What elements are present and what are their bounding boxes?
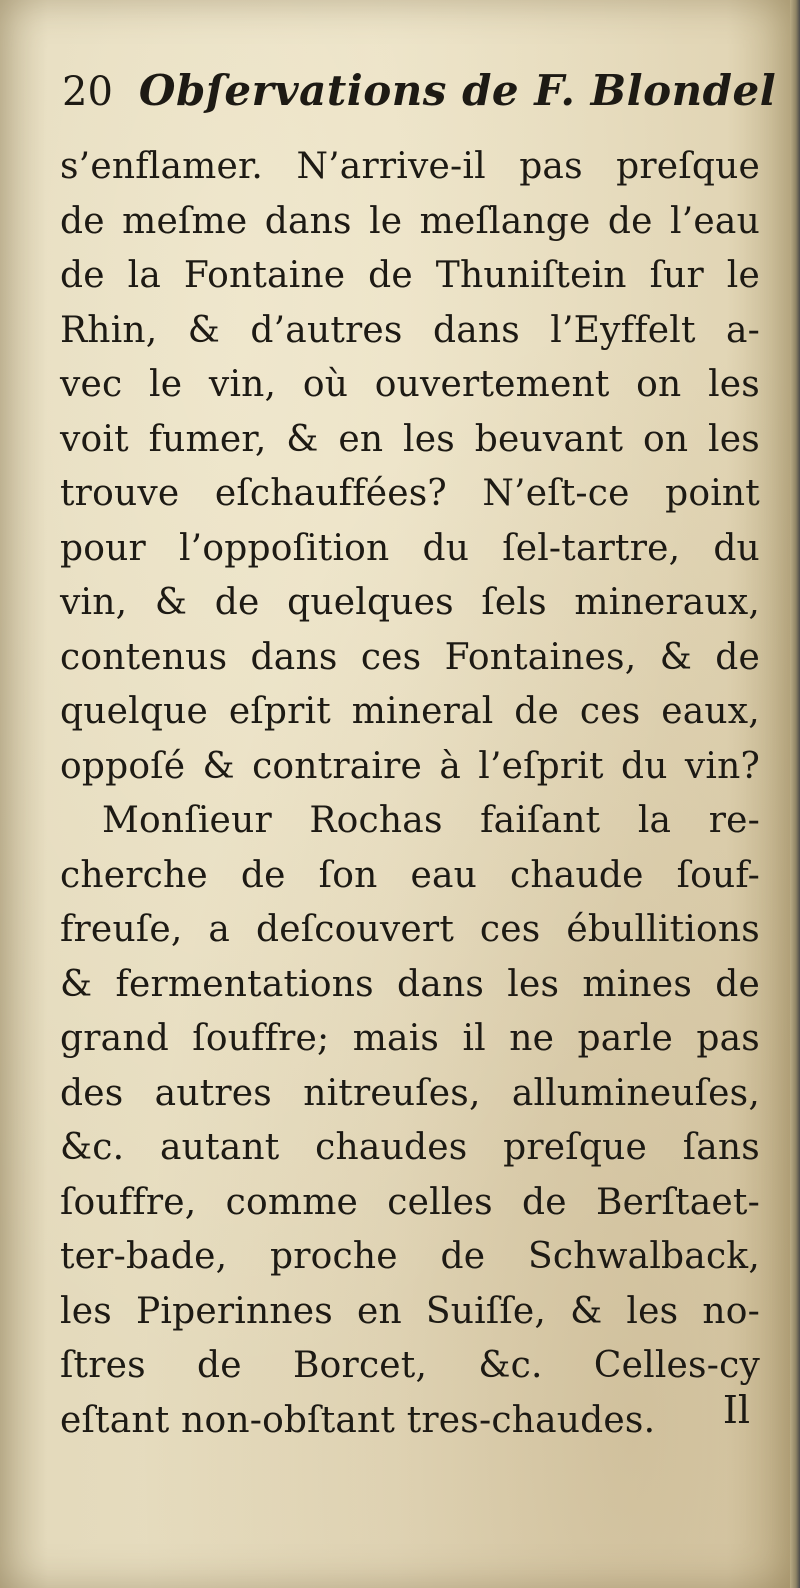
text-line: ſtres de Borcet, &c. Celles-cy	[60, 1345, 760, 1386]
page-header	[62, 66, 776, 126]
text-line: grand ſouffre; mais il ne parle pas	[60, 1018, 760, 1059]
text-line: des autres nitreuſes, allumineuſes,	[60, 1072, 760, 1114]
text-line: pour l’oppoſition du ſel-tartre, du	[60, 527, 760, 569]
text-line: de meſme dans le meſlange de l’eau	[60, 200, 760, 242]
catchword: Il	[722, 1388, 750, 1432]
page-number: 20	[62, 69, 113, 115]
running-head: Obſervations de F. Blondel	[138, 66, 777, 115]
text-line: les Piperinnes en Suiſſe, & les no-	[60, 1290, 760, 1332]
text-line: voit fumer, & en les beuvant on les	[60, 418, 760, 460]
text-line: contenus dans ces Fontaines, & de	[60, 636, 760, 678]
text-line: s’enflamer. N’arrive-il pas preſque	[60, 146, 760, 187]
text-line: vin, & de quelques ſels mineraux,	[60, 582, 760, 623]
text-line: Rhin, & d’autres dans l’Eyffelt a-	[60, 309, 760, 351]
text-line: eſtant non-obſtant tres-chaudes.	[60, 1399, 656, 1441]
text-line: quelque eſprit mineral de ces eaux,	[60, 691, 760, 732]
text-line: &c. autant chaudes preſque ſans	[60, 1127, 760, 1168]
text-line: oppoſé & contraire à l’eſprit du vin?	[60, 745, 760, 787]
page-edge	[790, 0, 800, 1588]
text-line: ſouffre, comme celles de Berſtaet-	[60, 1181, 760, 1223]
text-line: de la Fontaine de Thuniſtein ſur le	[60, 255, 760, 296]
text-line: cherche de ſon eau chaude ſouf-	[60, 854, 760, 896]
body-text	[60, 140, 760, 1448]
text-line: ter-bade, proche de Schwalback,	[60, 1236, 760, 1277]
text-line: vec le vin, où ouvertement on les	[60, 364, 760, 405]
text-line: & fermentations dans les mines de	[60, 963, 760, 1005]
text-line: freuſe, a deſcouvert ces ébullitions	[60, 909, 760, 950]
paragraph-start-line: Monſieur Rochas faiſant la re-	[102, 800, 760, 841]
text-line: trouve eſchauffées? N’eſt-ce point	[60, 473, 760, 514]
